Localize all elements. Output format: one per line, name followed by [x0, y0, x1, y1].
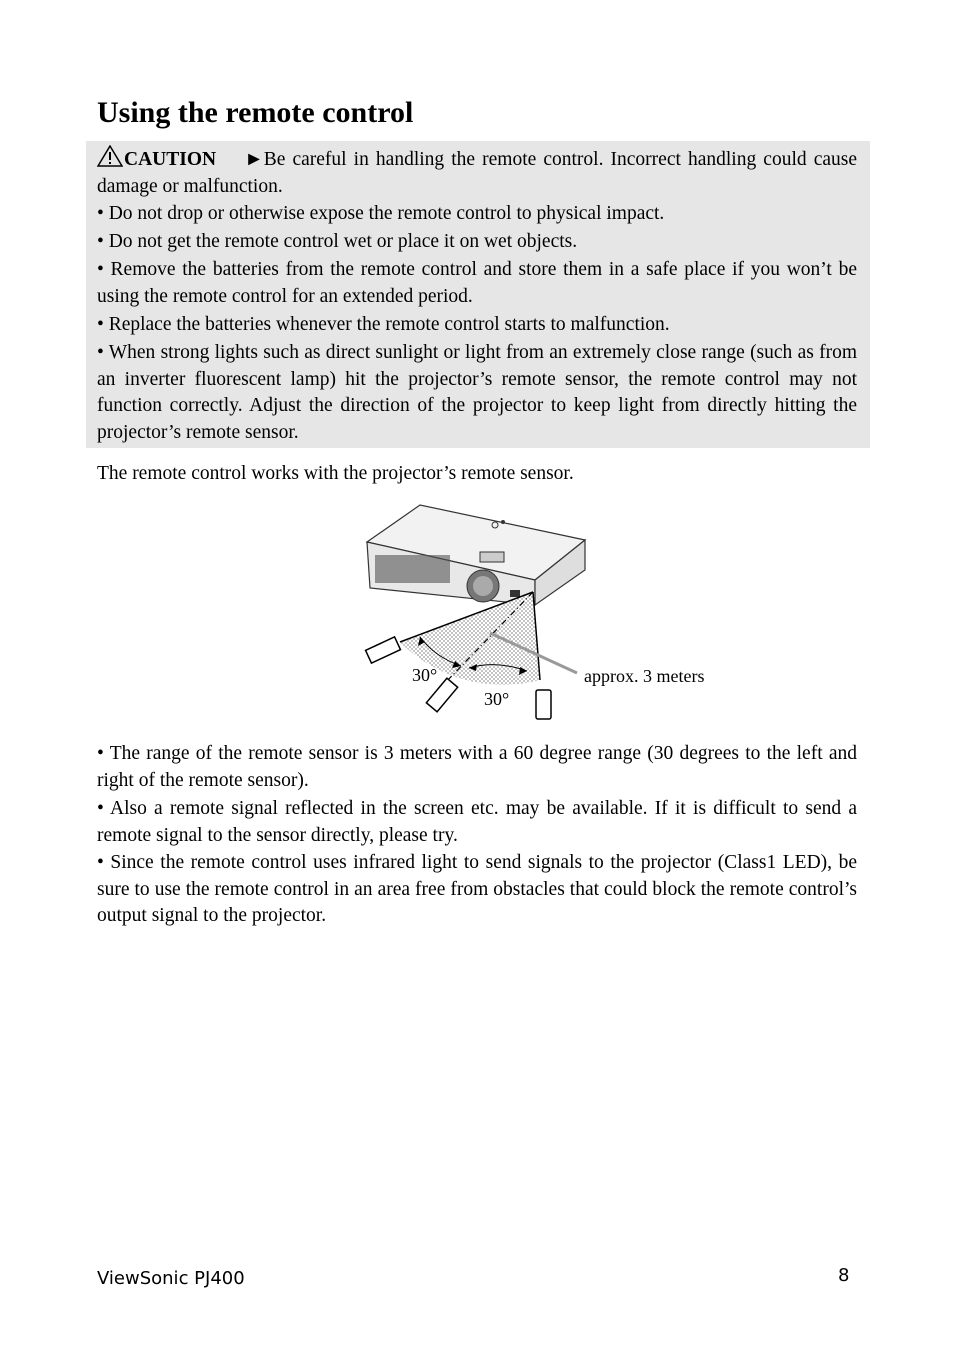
caution-item: • Remove the batteries from the remote control and store them in a safe place if you won’t be using the remote control for an extended period. [97, 259, 857, 307]
caution-item: • Do not drop or otherwise expose the remote control to physical impact. [97, 203, 665, 224]
caution-item: • Do not get the remote control wet or place it on wet objects. [97, 231, 578, 252]
caution-label: CAUTION [124, 149, 217, 170]
remote-control-right [536, 690, 551, 719]
remote-range-diagram [355, 500, 735, 725]
note-item: • Since the remote control uses infrared light to send signals to the projector (Class1 LED), be sure to use the remote control in an area free from obstacles that could block the remote control’s output signal to the projector. [97, 852, 857, 926]
page-number: 8 [838, 1265, 850, 1286]
intro-text: The remote control works with the projector’s remote sensor. [97, 463, 574, 484]
remote-control-left [366, 637, 401, 663]
angle-label-right: 30° [484, 689, 510, 709]
warning-triangle-icon [97, 145, 123, 167]
caution-item: • When strong lights such as direct sunlight or light from an extremely close range (such as from an inverter fluorescent lamp) hit the projector’s remote sensor, the remote control may not function correctly. Adjust the direction of the projector to keep light from directly hitting the projector’s remote sensor. [97, 342, 857, 443]
projector-illustration [367, 505, 585, 605]
distance-label: approx. 3 meters [584, 666, 705, 686]
page-title: Using the remote control [97, 96, 414, 129]
note-item: • The range of the remote sensor is 3 meters with a 60 degree range (30 degrees to the left and right of the remote sensor). [97, 743, 857, 791]
footer-product: ViewSonic PJ400 [97, 1268, 245, 1289]
note-item: • Also a remote signal reflected in the screen etc. may be available. If it is difficult to send a remote signal to the sensor directly, please try. [97, 798, 857, 846]
caution-intro-text: ►Be careful in handling the remote control. Incorrect handling could cause damage or malfunction. [97, 149, 858, 197]
caution-intro [97, 145, 857, 200]
caution-item: • Replace the batteries whenever the remote control starts to malfunction. [97, 314, 670, 335]
angle-label-left: 30° [412, 665, 438, 685]
